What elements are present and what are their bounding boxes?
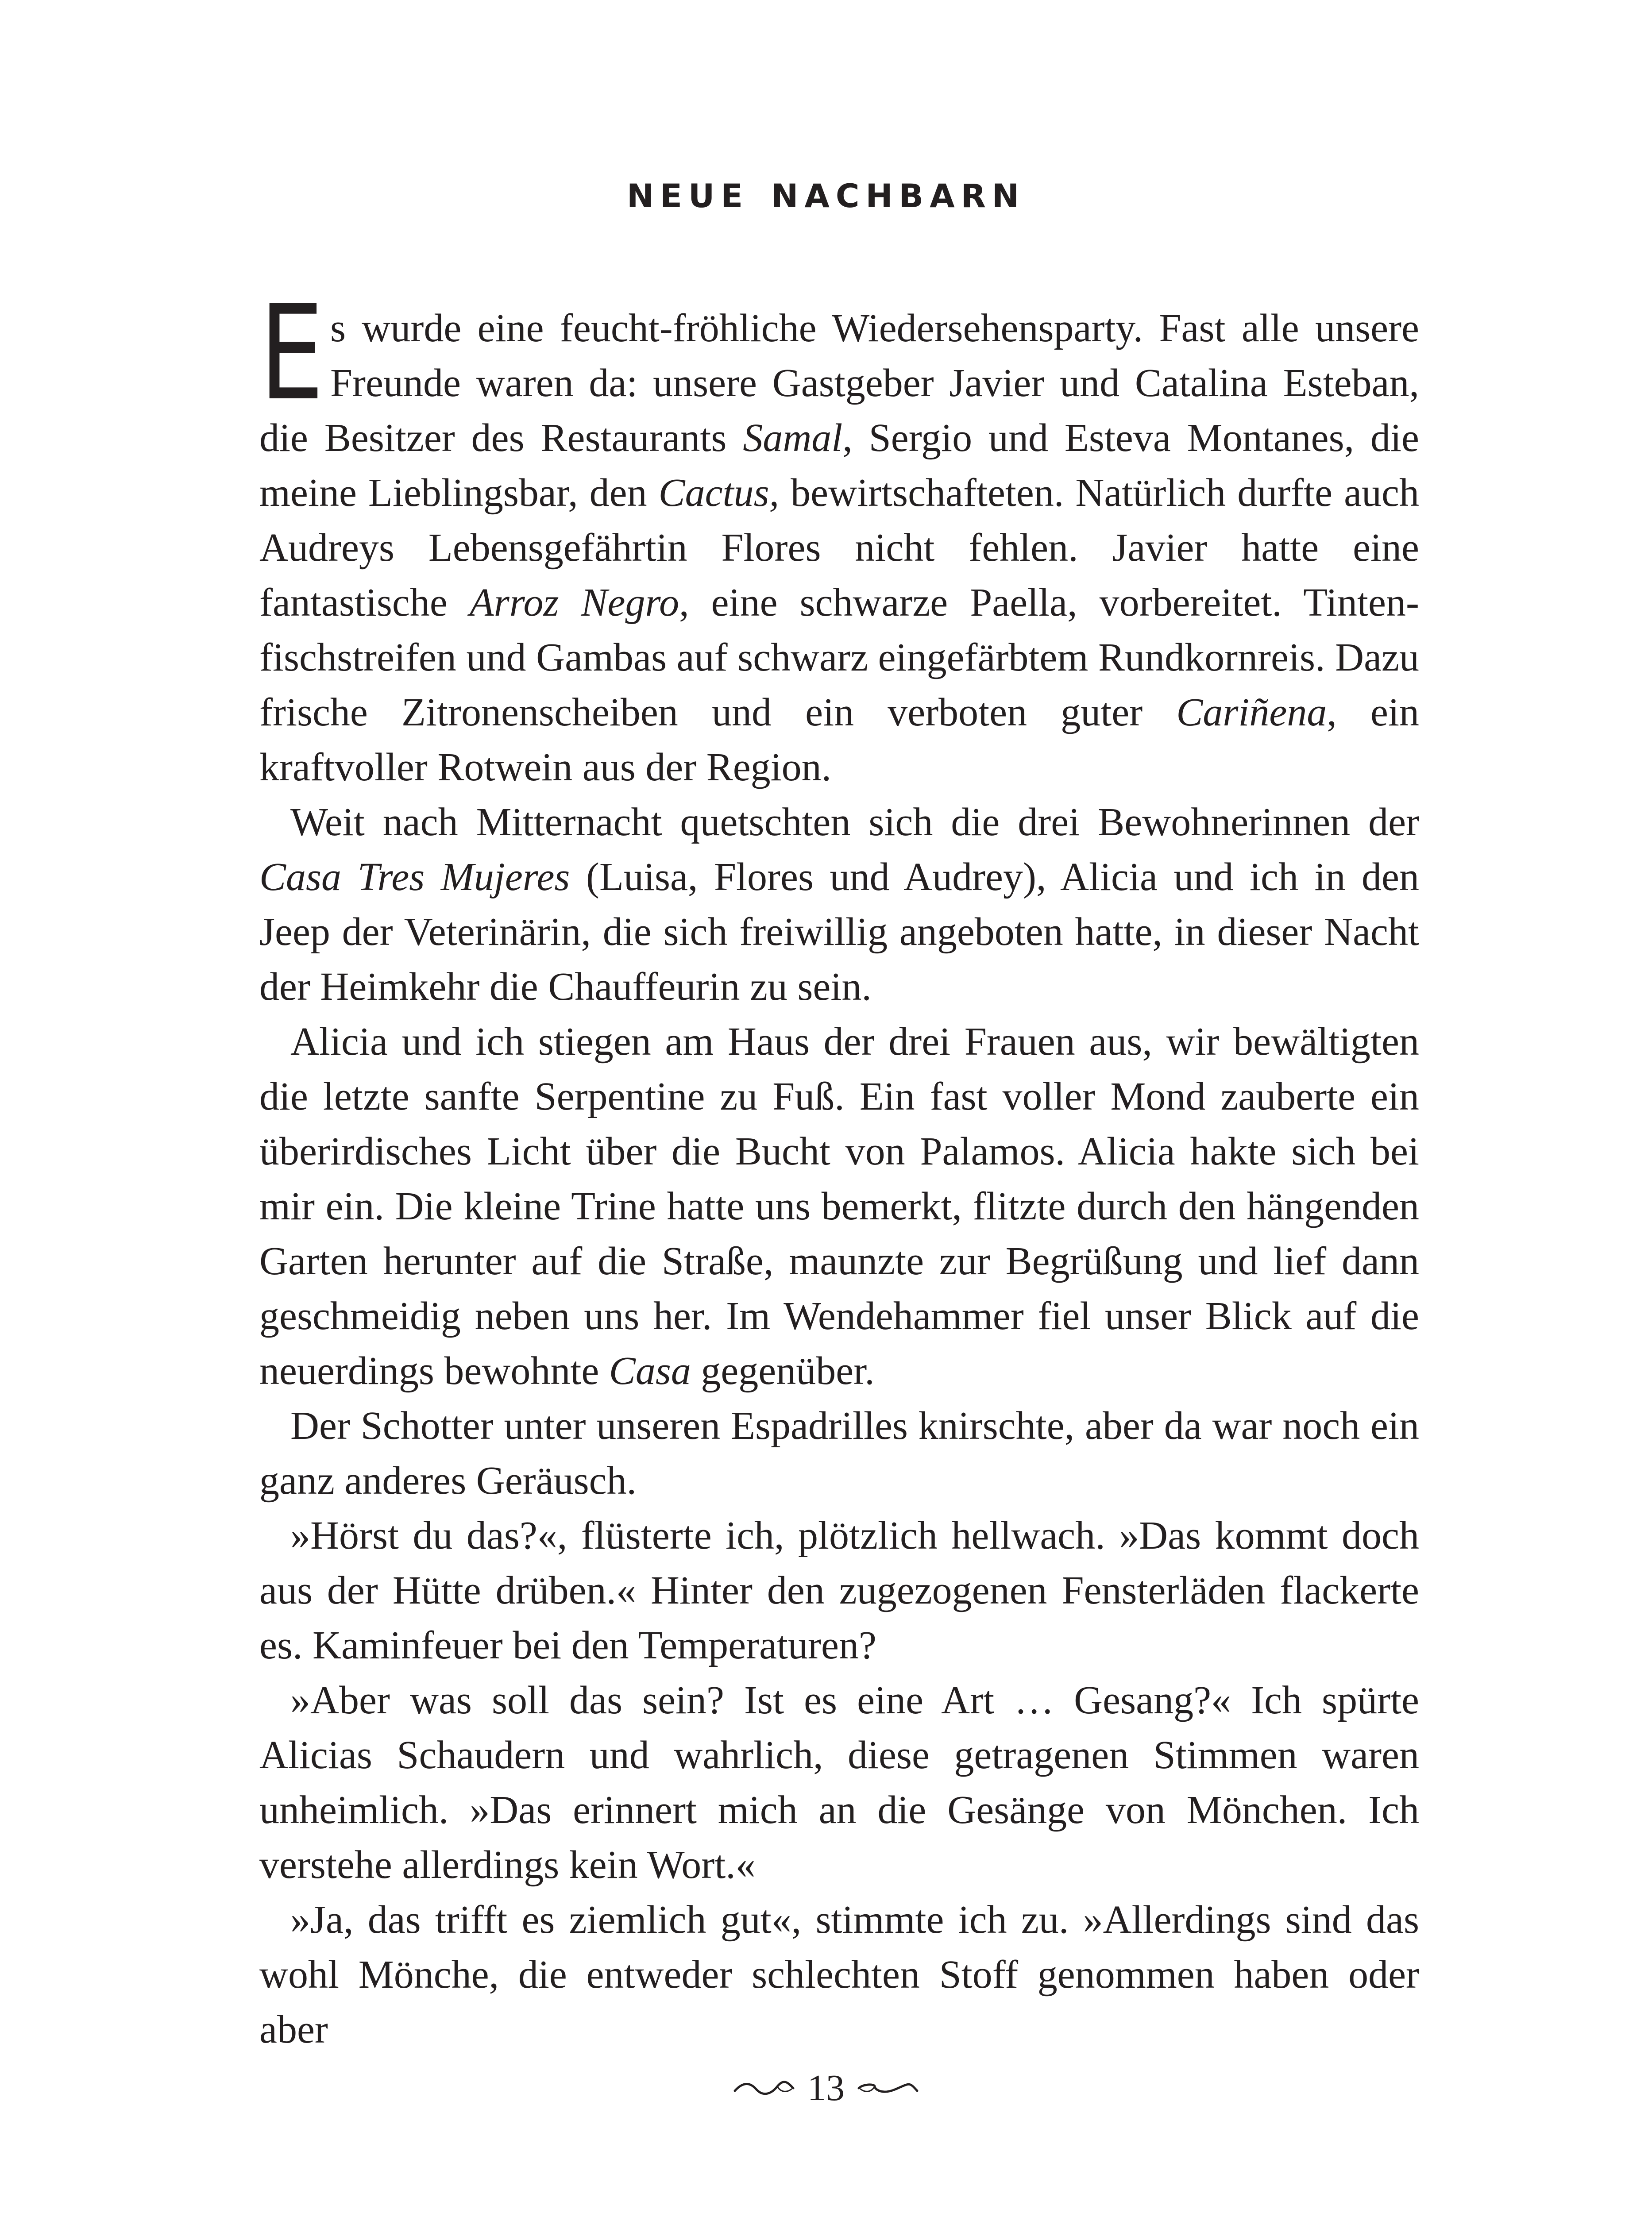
text-run: bewirtschafteten. Natürlich durfte auch Audreys Lebensgefährtin Flores nicht fehlen. Javier hatte eine fantastische [259,471,1420,625]
paragraph [259,1508,1419,1673]
italic-text-run: Casa Tres Mujeres [259,855,570,899]
text-run: s wurde eine feucht-fröhliche Wiedersehensparty. Fast alle unsere Freunde waren da: unsere Gastgeber Javier und Catalina Esteban, die Besitzer des Restaurants [259,306,1419,460]
paragraph [259,1673,1419,1893]
text-run: , Sergio und Esteva Montanes, die meine Lieblingsbar, den [259,416,1419,515]
italic-text-run: Arroz Negro [469,581,679,625]
wave-ornament-right-icon [857,2079,919,2097]
text-run: Weit nach Mitternacht quetschten sich die drei Bewohnerinnen der [290,800,1419,844]
text-run: (Luisa, Flores und Audrey), Alicia und ich in den Jeep der Veterinärin, die sich freiwillig angeboten hatte, in dieser Nacht der Heimkehr die Chauffeurin zu sein. [259,855,1420,1009]
text-run: , ein kraftvoller Rotwein aus der Region. [259,690,1420,789]
page-footer [0,2066,1652,2107]
text-run: »Hörst du das?«, flüsterte ich, plötzlich hellwach. »Das kommt doch aus der Hütte drüben.« Hinter den zugezogenen Fensterläden flackerte es. Kaminfeuer bei den Temperaturen? [259,1514,1419,1667]
text-run: Alicia und ich stiegen am Haus der drei Frauen aus, wir bewältigten die letzte sanfte Serpentine zu Fuß. Ein fast voller Mond zauberte ein überirdisches Licht über die Bucht von Palamos. Alicia hakte sich bei mir ein. Die kleine Trine hatte uns bemerkt, flitzte durch den hängenden Garten herunter auf die Straße, maunzte zur Begrüßung und lief dann geschmeidig neben uns her. Im Wendehammer fiel unser Blick auf die neuerdings bewohnte [259,1020,1419,1393]
text-run: , eine schwarze Paella, vorbereitet. Tintenfischstreifen und Gambas auf schwarz eingefärbtem Rundkornreis. Dazu frische Zitronenscheiben und ein verboten guter [259,581,1419,734]
text-run: gegenüber. [691,1349,875,1393]
paragraph [259,277,1420,795]
paragraph [259,1893,1419,2057]
italic-text-run: Cariñena [1176,690,1327,734]
wave-ornament-left-icon [733,2079,795,2097]
chapter-title: neue nachbarn [626,164,1025,218]
italic-text-run: Cactus, [658,471,780,515]
paragraph [259,1014,1419,1399]
drop-cap: E [259,277,324,429]
text-run: Der Schotter unter unseren Espadrilles knirschte, aber da war noch ein ganz anderes Geräusch. [259,1404,1419,1503]
body-text [259,277,1420,2057]
text-run: »Ja, das trifft es ziemlich gut«, stimmte ich zu. »Allerdings sind das wohl Mönche, die entweder schlechten Stoff genommen haben oder aber [259,1898,1419,2051]
paragraph [259,1399,1419,1508]
paragraph [259,795,1419,1014]
italic-text-run: Casa [609,1349,691,1393]
paragraph-text [259,277,1420,789]
text-run: »Aber was soll das sein? Ist es eine Art … Gesang?« Ich spürte Alicias Schaudern und wahrlich, diese getragenen Stimmen waren unheimlich. »Das erinnert mich an die Gesänge von Mönchen. Ich verstehe allerdings kein Wort.« [259,1678,1419,1887]
page-number: 13 [807,2067,845,2109]
italic-text-run: Samal [743,416,843,460]
